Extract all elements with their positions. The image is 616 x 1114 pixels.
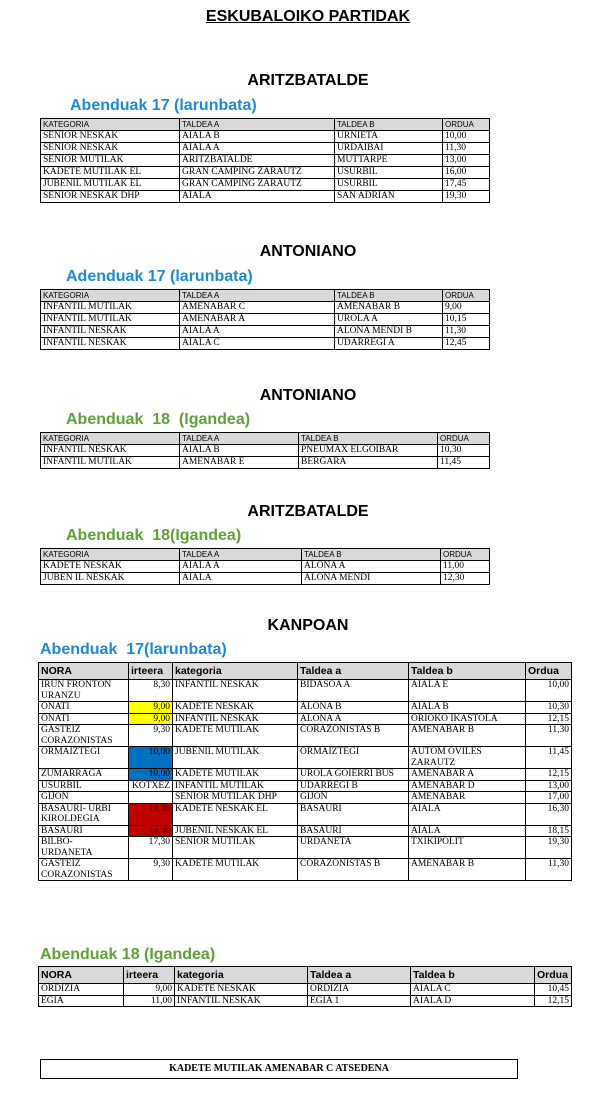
date-heading: Abenduak 18 (Igandea) [66, 411, 251, 428]
venue-heading: ARITZBATALDE [247, 72, 369, 89]
cell: AMENABAR [409, 792, 526, 804]
cell: AIALA D [411, 995, 535, 1007]
cell: 12,45 [443, 338, 490, 350]
cell: ALOÑA MENDI [302, 573, 441, 585]
header-cell: Ordua [535, 967, 572, 984]
cell: INFANTIL NESKAK [41, 445, 180, 457]
cell: ZUMARRAGA [39, 769, 129, 781]
table-row [41, 314, 490, 326]
schedule-table [40, 289, 490, 350]
departure-time-cell: 11,00 [124, 995, 175, 1007]
cell: CORAZONISTAS B [298, 859, 409, 881]
cell: 13,00 [443, 155, 490, 167]
table-row [41, 338, 490, 350]
cell: 10,30 [526, 702, 572, 714]
cell: BASAURI [298, 825, 409, 837]
header-cell: ORDUA [441, 549, 490, 561]
cell: 19,30 [526, 837, 572, 859]
header-cell: TALDEA B [335, 119, 443, 131]
header-cell: Taldea a [308, 967, 411, 984]
cell: BIDASOA A [298, 680, 409, 702]
cell: AMENABAR A [180, 314, 335, 326]
cell: 11,45 [526, 747, 572, 769]
cell: IRUN FRONTON URANZU [39, 680, 129, 702]
header-cell: KATEGORIA [41, 549, 180, 561]
cell: JUBENIL MUTILAK [173, 747, 298, 769]
cell: JUBEN IL NESKAK [41, 573, 180, 585]
cell: AMENABAR B [409, 859, 526, 881]
cell: AIALA A [180, 561, 302, 573]
cell: INFANTIL MUTILAK [41, 457, 180, 469]
cell: ORMAIZTEGI [298, 747, 409, 769]
table-row [41, 155, 490, 167]
cell: AMENABAR B [409, 725, 526, 747]
cell: 11,45 [438, 457, 490, 469]
header-cell: TALDEA B [299, 433, 438, 445]
departure-time-cell: 8,30 [129, 680, 173, 702]
cell: 13,00 [526, 780, 572, 792]
cell: SENIOR MUTILAK [41, 155, 180, 167]
cell: AIALA C [411, 984, 535, 996]
cell: 16,30 [526, 803, 572, 825]
cell: INFANTIL MUTILAK [41, 302, 180, 314]
cell: AIALA [409, 825, 526, 837]
departure-time-cell: 14,30 [129, 803, 173, 825]
header-cell: irteera [124, 967, 175, 984]
cell: 12,15 [526, 769, 572, 781]
table-row [39, 702, 572, 714]
table-row [39, 803, 572, 825]
cell: OÑATI [39, 702, 129, 714]
departure-time-cell: 17,30 [129, 837, 173, 859]
cell: SENIOR MUTILAK DHP [173, 792, 298, 804]
table-row [39, 837, 572, 859]
cell: SENIOR NESKAK [41, 131, 180, 143]
cell: 9,00 [443, 302, 490, 314]
cell: AIALA [180, 573, 302, 585]
cell: AIALA A [180, 326, 335, 338]
cell: GRAN CAMPING ZARAUTZ [180, 179, 335, 191]
cell: URDANETA [298, 837, 409, 859]
page-title: ESKUBALOIKO PARTIDAK [205, 8, 411, 25]
date-heading: Abenduak 17(larunbata) [40, 641, 227, 658]
cell: CORAZONISTAS B [298, 725, 409, 747]
cell: ORMAIZTEGI [39, 747, 129, 769]
cell: INFANTIL NESKAK [173, 680, 298, 702]
cell: UDARREGI A [335, 338, 443, 350]
table-header-row [41, 549, 490, 561]
table-row [41, 302, 490, 314]
table-header-row [41, 119, 490, 131]
header-cell: NORA [39, 967, 124, 984]
cell: ALOÑA A [302, 561, 441, 573]
cell: 10,15 [443, 314, 490, 326]
cell: KADETE NESKAK [173, 702, 298, 714]
cell: ORDIZIA [308, 984, 411, 996]
cell: BERGARA [299, 457, 438, 469]
cell: BILBO- URDANETA [39, 837, 129, 859]
cell: UROLA A [335, 314, 443, 326]
away-schedule-table [38, 662, 572, 881]
footer-note: KADETE MUTILAK AMENABAR C ATSEDENA [40, 1059, 518, 1079]
cell: UDARREGI B [298, 780, 409, 792]
cell: KADETE NESKAK [41, 561, 180, 573]
cell: 17,00 [526, 792, 572, 804]
cell: AIALA [409, 803, 526, 825]
cell: GASTEIZ CORAZONISTAS [39, 725, 129, 747]
cell: 10,00 [526, 680, 572, 702]
table-row [41, 191, 490, 203]
cell: AIALA B [180, 445, 299, 457]
table-header-row [41, 433, 490, 445]
cell: INFANTIL NESKAK [173, 713, 298, 725]
cell: ORIOKO IKASTOLA [409, 713, 526, 725]
cell: AIALA [180, 191, 335, 203]
table-row [41, 445, 490, 457]
cell: 11,30 [526, 725, 572, 747]
cell: MUTTARPE [335, 155, 443, 167]
cell: KADETE MUTILAK [173, 769, 298, 781]
departure-time-cell: 9,30 [129, 725, 173, 747]
venue-heading: ARITZBATALDE [247, 503, 369, 520]
cell: INFANTIL MUTILAK [41, 314, 180, 326]
header-cell: Taldea b [411, 967, 535, 984]
cell: 10,30 [438, 445, 490, 457]
venue-heading: KANPOAN [267, 617, 349, 634]
date-heading: Abenduak 18 (Igandea) [40, 946, 216, 963]
cell: EGIA [39, 995, 124, 1007]
header-cell: ORDUA [443, 290, 490, 302]
table-row [41, 573, 490, 585]
departure-time-cell: 10,00 [129, 769, 173, 781]
table-row [41, 561, 490, 573]
table-row [39, 984, 572, 996]
cell: 16,00 [443, 167, 490, 179]
departure-time-cell: 9,00 [129, 713, 173, 725]
cell: AMENABAR E [180, 457, 299, 469]
departure-time-cell: 14,30 [129, 825, 173, 837]
cell: GIJON [39, 792, 129, 804]
table-row [39, 780, 572, 792]
date-heading: Abenduak 18(Igandea) [66, 527, 242, 544]
table-row [39, 725, 572, 747]
cell: AMENABAR A [409, 769, 526, 781]
departure-time-cell: 10,00 [129, 747, 173, 769]
cell: 11,30 [443, 326, 490, 338]
table-row [39, 680, 572, 702]
departure-time-cell: 9,00 [129, 702, 173, 714]
venue-heading: ANTONIANO [259, 387, 357, 404]
cell: AMENABAR C [180, 302, 335, 314]
table-row [39, 713, 572, 725]
cell: EGIA 1 [308, 995, 411, 1007]
header-cell: TALDEA B [335, 290, 443, 302]
venue-heading: ANTONIANO [259, 243, 357, 260]
table-row [39, 769, 572, 781]
cell: 10,45 [535, 984, 572, 996]
table-row [39, 747, 572, 769]
cell: SENIOR NESKAK [41, 143, 180, 155]
departure-time-cell: 9,30 [129, 859, 173, 881]
table-row [41, 143, 490, 155]
header-cell: irteera [129, 663, 173, 680]
cell: AIALA E [409, 680, 526, 702]
cell: 12,30 [441, 573, 490, 585]
header-cell: KATEGORIA [41, 119, 180, 131]
cell: INFANTIL NESKAK [41, 338, 180, 350]
departure-time-cell: KOTXEZ [129, 780, 173, 792]
table-row [41, 457, 490, 469]
header-cell: NORA [39, 663, 129, 680]
cell: INFANTIL NESKAK [41, 326, 180, 338]
cell: AIALA C [180, 338, 335, 350]
header-cell: TALDEA A [180, 549, 302, 561]
header-cell: Taldea b [409, 663, 526, 680]
header-cell: kategoria [173, 663, 298, 680]
cell: AIALA A [180, 143, 335, 155]
table-row [41, 131, 490, 143]
cell: KADETE NESKAK [175, 984, 308, 996]
cell: ORDIZIA [39, 984, 124, 996]
cell: GIJON [298, 792, 409, 804]
cell: 12,15 [535, 995, 572, 1007]
cell: 19,30 [443, 191, 490, 203]
cell: URDAIBAI [335, 143, 443, 155]
schedule-table [40, 118, 490, 203]
cell: OÑATI [39, 713, 129, 725]
cell: INFANTIL NESKAK [175, 995, 308, 1007]
cell: ALOÑA A [298, 713, 409, 725]
cell: 11,00 [441, 561, 490, 573]
cell: AMENABAR D [409, 780, 526, 792]
cell: 10,00 [443, 131, 490, 143]
table-header-row [39, 663, 572, 680]
schedule-table [40, 432, 490, 469]
table-row [39, 792, 572, 804]
cell: URNIETA [335, 131, 443, 143]
header-cell: KATEGORIA [41, 290, 180, 302]
header-cell: Ordua [526, 663, 572, 680]
cell: 18,15 [526, 825, 572, 837]
table-row [41, 326, 490, 338]
cell: AUTOM OVILES ZARAUTZ [409, 747, 526, 769]
table-row [39, 825, 572, 837]
cell: BASAURI [39, 825, 129, 837]
cell: 17,45 [443, 179, 490, 191]
cell: GASTEIZ CORAZONISTAS [39, 859, 129, 881]
away-schedule-table [38, 966, 572, 1007]
header-cell: TALDEA B [302, 549, 441, 561]
cell: KADETE MUTILAK [173, 859, 298, 881]
table-row [41, 179, 490, 191]
cell: 11,30 [443, 143, 490, 155]
table-header-row [39, 967, 572, 984]
cell: 11,30 [526, 859, 572, 881]
cell: KADETE MUTILAK EL [41, 167, 180, 179]
cell: AMENABAR B [335, 302, 443, 314]
cell: SAN ADRIAN [335, 191, 443, 203]
cell: USURBIL [335, 167, 443, 179]
header-cell: KATEGORIA [41, 433, 180, 445]
cell: PNEUMAX ELGOIBAR [299, 445, 438, 457]
cell: JUBENIL MUTILAK EL [41, 179, 180, 191]
table-row [41, 167, 490, 179]
cell: USURBIL [39, 780, 129, 792]
cell: AIALA B [180, 131, 335, 143]
header-cell: Taldea a [298, 663, 409, 680]
cell: ARITZBATALDE [180, 155, 335, 167]
cell: USURBIL [335, 179, 443, 191]
header-cell: kategoria [175, 967, 308, 984]
header-cell: ORDUA [443, 119, 490, 131]
header-cell: ORDUA [438, 433, 490, 445]
cell: UROLA GOIERRI BUS [298, 769, 409, 781]
cell: JUBENIL NESKAK EL [173, 825, 298, 837]
cell: BASAURI- URBI KIROLDEGIA [39, 803, 129, 825]
cell: AIALA B [409, 702, 526, 714]
cell: INFANTIL MUTILAK [173, 780, 298, 792]
table-row [39, 859, 572, 881]
cell: ALOÑA MENDI B [335, 326, 443, 338]
table-header-row [41, 290, 490, 302]
cell: 12,15 [526, 713, 572, 725]
cell: ALOÑA B [298, 702, 409, 714]
cell: KADETE MUTILAK [173, 725, 298, 747]
header-cell: TALDEA A [180, 119, 335, 131]
header-cell: TALDEA A [180, 433, 299, 445]
cell: SENIOR MUTILAK [173, 837, 298, 859]
table-row [39, 995, 572, 1007]
departure-time-cell [129, 792, 173, 804]
cell: GRAN CAMPING ZARAUTZ [180, 167, 335, 179]
cell: BASAURI [298, 803, 409, 825]
header-cell: TALDEA A [180, 290, 335, 302]
cell: KADETE NESKAK EL [173, 803, 298, 825]
cell: SENIOR NESKAK DHP [41, 191, 180, 203]
cell: TXIKIPOLIT [409, 837, 526, 859]
date-heading: Adenduak 17 (larunbata) [66, 268, 253, 285]
departure-time-cell: 9,00 [124, 984, 175, 996]
schedule-table [40, 548, 490, 585]
date-heading: Abenduak 17 (larunbata) [70, 97, 257, 114]
